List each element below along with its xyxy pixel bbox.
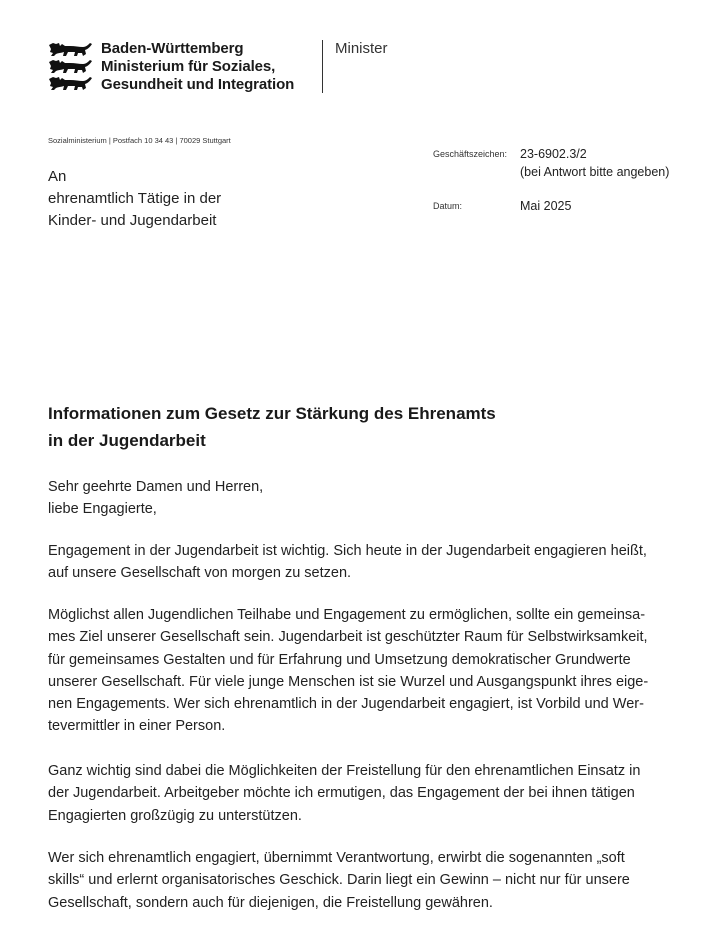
- paragraph-line: der Jugendarbeit. Arbeitgeber möchte ich ermutigen, das Engagement der bei ihnen tätigen: [48, 785, 635, 802]
- subject-heading: [48, 400, 496, 454]
- paragraph-line: tevermittler in einer Person.: [48, 718, 226, 735]
- paragraph-line: skills“ und erlernt organisatorisches Geschick. Darin liegt ein Gewinn – nicht nur für unsere: [48, 872, 630, 889]
- organization-line: Gesundheit und Integration: [101, 76, 295, 93]
- paragraph-line: mes Ziel unserer Gesellschaft sein. Jugendarbeit ist geschützter Raum für Selbstwirksamkeit,: [48, 629, 648, 646]
- file-number-value: 23-6902.3/2: [520, 147, 587, 161]
- organization-name: [101, 40, 294, 94]
- subject-line: Informationen zum Gesetz zur Stärkung des Ehrenamts: [48, 404, 496, 423]
- recipient-line: ehrenamtlich Tätige in der: [48, 190, 222, 207]
- body-paragraph: [48, 540, 688, 585]
- paragraph-line: Engagierten großzügig zu unterstützen.: [48, 807, 302, 824]
- paragraph-line: Engagement in der Jugendarbeit ist wichtig. Sich heute in der Jugendarbeit engagieren heißt,: [48, 543, 647, 559]
- header-divider: [322, 40, 323, 93]
- paragraph-line: Ganz wichtig sind dabei die Möglichkeiten der Freistellung für den ehrenamtlichen Einsatz in: [48, 763, 641, 779]
- paragraph-line: für gemeinsames Gestalten und für Erfahrung und Umsetzung demokratischer Grundwerte: [48, 651, 631, 668]
- return-address: Sozialministerium | Postfach 10 34 43 | 70029 Stuttgart: [48, 136, 231, 145]
- recipient-address: [48, 166, 221, 232]
- salutation: [48, 476, 263, 520]
- paragraph-line: nen Engagements. Wer sich ehrenamtlich in der Jugendarbeit engagiert, ist Vorbild und Wer-: [48, 696, 644, 713]
- body-paragraph: [48, 847, 688, 914]
- paragraph-line: Möglichst allen Jugendlichen Teilhabe und Engagement zu ermöglichen, sollte ein gemeinsa-: [48, 607, 646, 623]
- paragraph-line: Wer sich ehrenamtlich engagiert, übernimmt Verantwortung, erwirbt die sogenannten „soft: [48, 850, 625, 866]
- subject-line: in der Jugendarbeit: [48, 431, 206, 450]
- recipient-line: Kinder- und Jugendarbeit: [48, 212, 217, 229]
- three-lions-coat-of-arms-icon: [48, 40, 93, 92]
- file-number-note: (bei Antwort bitte angeben): [520, 165, 670, 179]
- body-paragraph: [48, 604, 688, 738]
- salutation-line: Sehr geehrte Damen und Herren,: [48, 479, 264, 495]
- recipient-line: An: [48, 168, 67, 185]
- file-number-label: Geschäftszeichen:: [433, 149, 508, 159]
- paragraph-line: unserer Gesellschaft. Für viele junge Menschen ist sie Wurzel und Ausgangspunkt ihres eige-: [48, 673, 649, 690]
- paragraph-line: Gesellschaft, sondern auch für diejenigen, die Freistellung gewähren.: [48, 894, 493, 911]
- paragraph-line: auf unsere Gesellschaft von morgen zu setzen.: [48, 565, 352, 582]
- body-paragraph: [48, 760, 688, 827]
- date-label: Datum:: [433, 201, 463, 211]
- salutation-line: liebe Engagierte,: [48, 501, 157, 517]
- date-value: Mai 2025: [520, 199, 572, 213]
- organization-line: Baden-Württemberg: [101, 40, 244, 57]
- organization-line: Ministerium für Soziales,: [101, 58, 276, 75]
- sender-role: Minister: [335, 40, 388, 57]
